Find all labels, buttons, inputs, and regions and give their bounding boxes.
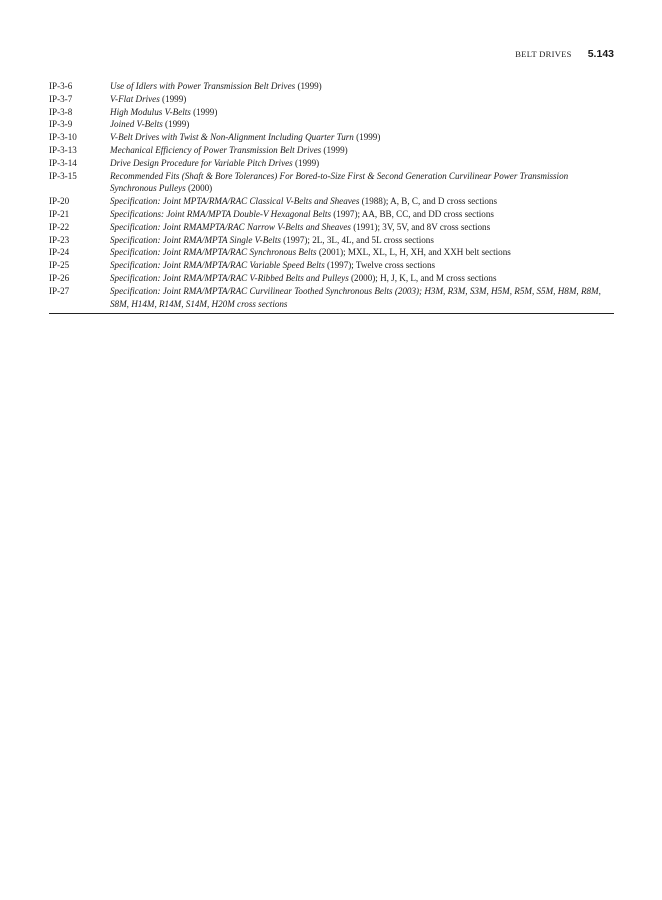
reference-row [49,285,614,311]
reference-list [49,80,614,314]
reference-code: IP-27 [49,285,70,296]
reference-title: Specification: Joint RMA/MPTA/RAC V-Ribbed Belts and Pulleys [110,272,349,283]
reference-row [49,170,614,196]
reference-row [49,272,614,285]
reference-description [110,118,614,131]
reference-description [110,234,614,247]
reference-row [49,195,614,208]
reference-title: Specification: Joint RMA/MPTA Single V-Belts [110,234,281,245]
reference-detail: (1999) [353,132,381,143]
reference-title: Specification: Joint RMA/MPTA/RAC Variable Speed Belts [110,260,325,271]
reference-row [49,234,614,247]
reference-code: IP-3-14 [49,157,77,168]
reference-code: IP-23 [49,234,70,245]
reference-title: Drive Design Procedure for Variable Pitch Drives [110,157,293,168]
page-number: 5.143 [587,48,614,60]
reference-row [49,144,614,157]
reference-row [49,221,614,234]
reference-detail: (1999) [190,106,218,117]
reference-detail: (1999) [292,157,320,168]
reference-row [49,246,614,259]
running-head: BELT DRIVES [515,49,572,59]
reference-code: IP-3-8 [49,106,73,117]
reference-code: IP-26 [49,272,70,283]
reference-description [110,259,614,272]
reference-description [110,285,614,311]
reference-row [49,106,614,119]
reference-title: Recommended Fits (Shaft & Bore Tolerances) For Bored-to-Size First & Second Generation Curvilinear Power Transmission Synchronous Pulleys [110,170,569,194]
reference-detail: (2001); MXL, XL, L, H, XH, and XXH belt sections [316,247,511,258]
reference-description [110,157,614,170]
reference-detail: (1997); AA, BB, CC, and DD cross sections [330,208,494,219]
reference-row [49,259,614,272]
reference-description [110,144,614,157]
reference-description [110,170,614,196]
reference-detail: (1997); Twelve cross sections [324,260,436,271]
reference-description [110,131,614,144]
reference-row [49,157,614,170]
reference-code: IP-3-15 [49,170,77,181]
reference-detail: (1999) [162,119,190,130]
reference-detail: (1988); A, B, C, and D cross sections [359,196,498,207]
reference-code: IP-3-7 [49,93,73,104]
reference-description [110,106,614,119]
reference-description [110,80,614,93]
reference-code: IP-3-6 [49,81,73,91]
page-header [515,48,614,60]
reference-row [49,118,614,131]
reference-description [110,272,614,285]
reference-title: Specification: Joint MPTA/RMA/RAC Classical V-Belts and Sheaves [110,196,360,207]
reference-description [110,246,614,259]
reference-row [49,80,614,93]
reference-code: IP-3-10 [49,132,77,143]
reference-code: IP-3-13 [49,144,77,155]
reference-title: Specification: Joint RMA/MPTA/RAC Curvilinear Toothed Synchronous Belts (2003); H3M, R3M, S3M, H5M, R5M, S5M, H8M, R8M, S8M, H14M, R14M, S14M, H20M cross sections [110,285,601,309]
reference-title: High Modulus V-Belts [110,106,191,117]
reference-detail: (2000); H, J, K, L, and M cross sections [348,272,497,283]
reference-title: V-Belt Drives with Twist & Non-Alignment Including Quarter Turn [110,132,354,143]
reference-row [49,131,614,144]
reference-detail: (1997); 2L, 3L, 4L, and 5L cross sections [280,234,434,245]
reference-code: IP-20 [49,196,70,207]
reference-code: IP-3-9 [49,119,73,130]
reference-code: IP-24 [49,247,70,258]
reference-description [110,195,614,208]
reference-detail: (1999) [159,93,187,104]
reference-description [110,221,614,234]
reference-detail: (1991); 3V, 5V, and 8V cross sections [350,221,491,232]
reference-title: Specification: Joint RMA/MPTA/RAC Synchronous Belts [110,247,317,258]
reference-detail: (1999) [321,144,348,155]
reference-title: Specification: Joint RMAMPTA/RAC Narrow V-Belts and Sheaves [110,221,351,232]
reference-title: Joined V-Belts [110,119,163,130]
reference-title: Mechanical Efficiency of Power Transmission Belt Drives [110,144,322,155]
reference-code: IP-22 [49,221,70,232]
reference-code: IP-21 [49,208,70,219]
reference-description [110,93,614,106]
reference-title: V-Flat Drives [110,93,160,104]
reference-code: IP-25 [49,260,70,271]
reference-description [110,208,614,221]
reference-row [49,208,614,221]
reference-title: Use of Idlers with Power Transmission Belt Drives [110,81,296,91]
reference-title: Specifications: Joint RMA/MPTA Double-V Hexagonal Belts [110,208,331,219]
reference-row [49,93,614,106]
reference-detail: (2000) [185,183,213,194]
reference-detail: (1999) [295,81,322,91]
